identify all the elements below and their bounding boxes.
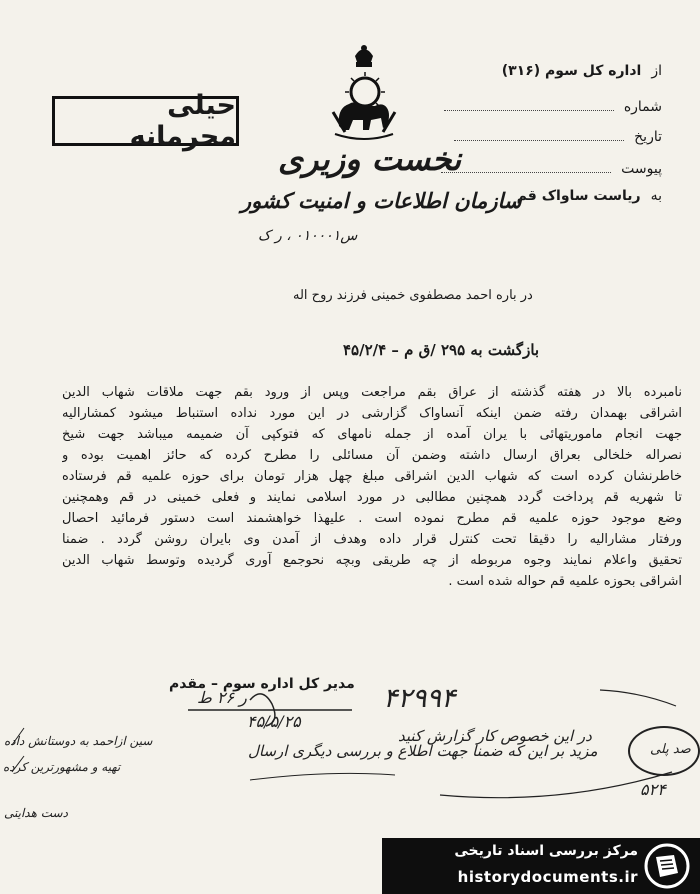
handwritten-note-left: تهیه و مشهورترین کرده xyxy=(3,760,121,774)
attachment-label: پیوست xyxy=(621,161,662,177)
organization-code: س۰۱۰۰۰۱ ، ر ک xyxy=(258,228,358,244)
body-line: تا شهریه قم پرداخت گردد همچنین مطالبی در مورد اسلامی نمایند و فعلی خمینی در قم وهمچنین xyxy=(62,490,682,505)
body-line: وضع موجود حوزه علمیه قم مطرح نموده است . علیهذا خواهشمند است دستور فرمائید احصال xyxy=(62,511,682,526)
to-label: به xyxy=(650,188,662,204)
watermark-title: مرکز بررسی اسناد تاریخی xyxy=(454,843,638,859)
body-line: ورفتار مشارالیه را دقیقا تحت کنترل قرار داده وهدف از آمدن وی بایران روشن گردد . ضمنا xyxy=(62,532,682,547)
number-label: شماره xyxy=(623,99,662,115)
subject-line: در باره احمد مصطفوی خمینی فرزند روح اله xyxy=(293,288,533,303)
confidential-stamp: حیلی محرمانه xyxy=(52,96,239,146)
body-line: اشراقی بحوزه علمیه قم حواله شده است . xyxy=(448,574,682,589)
handwritten-note-left: دست هدایتی xyxy=(4,806,68,820)
body-line: خاطرنشان کرده است که شهاب الدین اشراقی مبلغ چهل هزار تومان برای حوزه علمیه قم فرستاده xyxy=(62,469,682,484)
body-line: نصراله خلخالی بعراق ارسال داشته وضمن آن مسائلی را مطرح کرده که حائز اهمیت بوده و xyxy=(62,448,682,463)
from-label: از xyxy=(651,63,662,79)
handwritten-registration-number: ۴۲۹۹۴ xyxy=(383,683,456,714)
archive-logo-icon xyxy=(644,843,690,889)
handwritten-initials: ر ۲۶ ط xyxy=(197,688,247,707)
to-value: ریاست ساواک قم xyxy=(516,188,641,204)
body-line: نامبرده بالا در هفته گذشته از عراق بقم مراجعت وپس از ورود بقم جهت ملاقات شهاب الدین xyxy=(62,385,682,400)
office-title: نخست وزیری xyxy=(278,140,462,178)
handwritten-date: ۴۵/۵/۲۵ xyxy=(247,712,301,731)
from-value: اداره کل سوم (۳۱۶) xyxy=(501,63,642,79)
handwritten-number: ۵۲۴ xyxy=(640,780,666,799)
body-line: اشراقی بهمدان رفته ضمن اینکه آنساواک گزارشی در این مورد نداده استنباط میشود کمشارالیه xyxy=(62,406,682,421)
watermark-bar xyxy=(382,838,700,894)
body-line: جهت انجام ماموریتهائی با یران آمده از جمله نامهای که فتوکپی آن ضمیمه میباشد جهت شیخ xyxy=(62,427,682,442)
signature-office: مدیر کل اداره سوم – مقدم xyxy=(169,676,355,692)
reference-line: بازگشت به ۲۹۵ /ق م – ۴۵/۲/۴ xyxy=(343,341,540,359)
date-label: تاریخ xyxy=(634,129,662,145)
handwritten-circled-word: صد پلی xyxy=(650,742,691,757)
handwritten-note-middle: مزید بر این که ضمنا جهت اطلاع و بررسی دیگری ارسال xyxy=(248,742,598,760)
handwritten-note-left: سین ازاحمد به دوستانش داده xyxy=(4,734,153,748)
handwritten-note-right: در این خصوص کار گزارش کنید xyxy=(398,727,592,745)
organization-name: سازمان اطلاعات و امنیت کشور xyxy=(241,188,522,213)
body-line: تحقیق واعلام نمایند وجوه مربوطه از چه طریقی وبچه نحوجمع آوری گردیده وتوسط شهاب الدین xyxy=(62,553,682,568)
watermark-url: historydocuments.ir xyxy=(457,868,638,886)
